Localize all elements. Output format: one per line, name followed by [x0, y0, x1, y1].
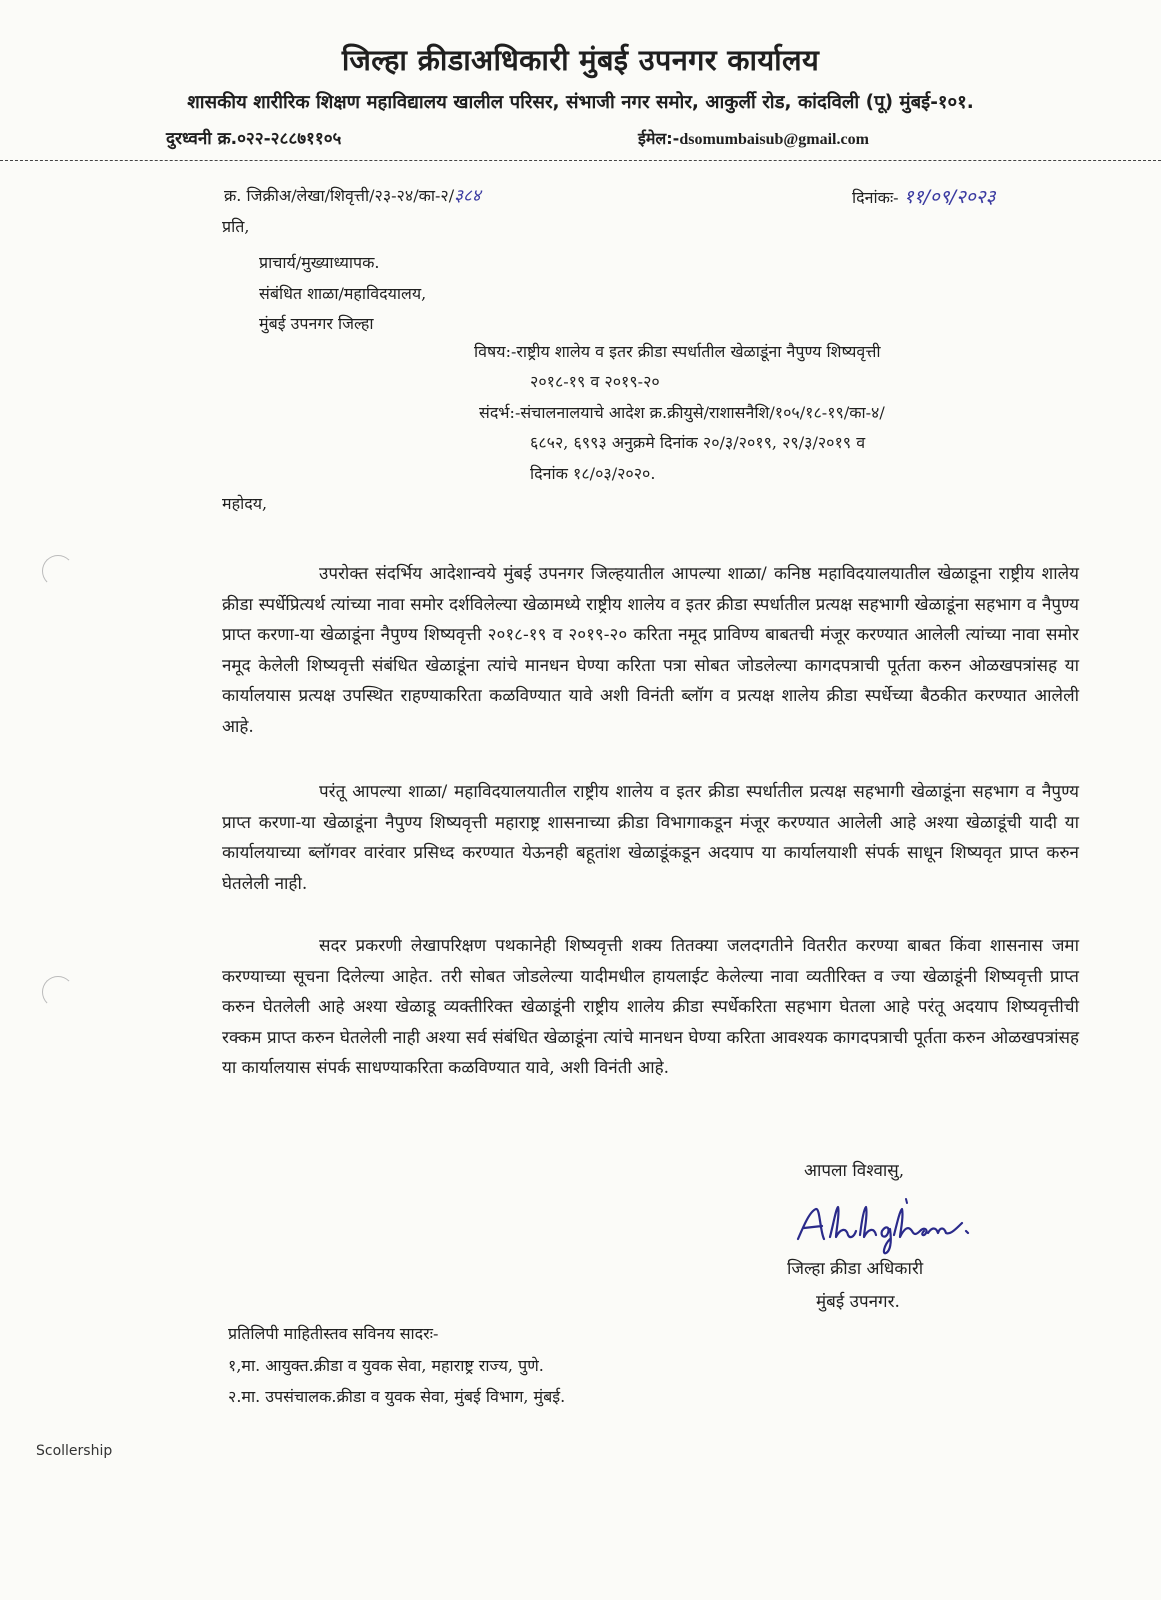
footer-note: Scollership — [36, 1443, 113, 1459]
reference-line-3: दिनांक १८/०३/२०२०. — [530, 464, 656, 483]
email-address: dsomumbaisub@gmail.com — [679, 131, 869, 148]
body-paragraph-3: सदर प्रकरणी लेखापरिक्षण पथकानेही शिष्यवृत्ती शक्य तितक्या जलदगतीने वितरीत करण्या बाबत किंवा शासनास जमा करण्याच्या सूचना दिलेल्या आहेत. तरी सोबत जोडलेल्या यादीमधील हायलाईट केलेल्या नावा व्यतीरिक्त व ज्या खेळाडूंनी शिष्यवृत्ती प्राप्त करुन घेतलेली आहे अश्या खेळाडू व्यक्तीरिक्त खेळाडूंनी राष्ट्रीय शालेय क्रीडा स्पर्धेकरिता सहभाग घेतला आहे परंतू अदयाप शिष्यवृत्तीची रक्कम प्राप्त करुन घेतलेली नाही अश्या सर्व संबंधित खेळाडूंना त्यांचे मानधन घेण्या करिता आवश्यक कागदपत्राची पूर्तता करुन ओळखपत्रांसह या कार्यालयास संपर्क साधण्याकरिता कळविण्यात यावे, अशी विनंती आहे. — [222, 936, 1079, 1078]
reference-number — [224, 183, 481, 206]
reference-line-2: ६८५२, ६९९३ अनुक्रमे दिनांक २०/३/२०१९, २९/३/२०१९ व — [530, 433, 866, 452]
letter-date — [852, 183, 996, 209]
copy-to-item-2: २.मा. उपसंचालक.क्रीडा व युवक सेवा, मुंबई विभाग, मुंबई. — [228, 1387, 566, 1406]
punch-hole-mark — [42, 555, 74, 587]
designation-line-1: जिल्हा क्रीडा अधिकारी — [787, 1259, 924, 1279]
body-paragraph-1: उपरोक्त संदर्भिय आदेशान्वये मुंबई उपनगर जिल्हयातील आपल्या शाळा/ कनिष्ठ महाविदयालयातील खेळाडूना राष्ट्रीय शालेय क्रीडा स्पर्धेप्रित्यर्थ त्यांच्या नावा समोर दर्शविलेल्या खेळामध्ये राष्ट्रीय शालेय व इतर क्रीडा स्पर्धातील प्रत्यक्ष सहभागी खेळाडूंना सहभाग व नैपुण्य प्राप्त करणा-या खेळाडूंना नैपुण्य शिष्यवृत्ती २०१८-१९ व २०१९-२० करिता नमूद प्राविण्य बाबतची मंजूर करण्यात आलेली त्यांच्या नावा समोर नमूद केलेली शिष्यवृत्ती संबंधित खेळाडूंना त्यांचे मानधन घेण्या करिता पत्रा सोबत जोडलेल्या कागदपत्राची पूर्तता करुन ओळखपत्रांसह या कार्यालयास प्रत्यक्ष उपस्थित राहण्याकरिता कळविण्यात यावे अशी विनंती ब्लॉग व प्रत्यक्ष शालेय क्रीडा स्पर्धेच्या बैठकीत करण्यात आलेली आहे. — [222, 564, 1079, 737]
punch-hole-mark — [42, 976, 74, 1008]
office-address: शासकीय शारीरिक शिक्षण महाविद्यालय खालील परिसर, संभाजी नगर समोर, आकुर्ली रोड, कांदविली (पू) मुंबई-१०१. — [187, 92, 974, 113]
body-paragraph-2: परंतू आपल्या शाळा/ महाविदयालयातील राष्ट्रीय शालेय व इतर क्रीडा स्पर्धातील प्रत्यक्ष सहभागी खेळाडूंना सहभाग व नैपुण्य प्राप्त करणा-या खेळाडूंना नैपुण्य शिष्यवृत्ती महाराष्ट्र शासनाच्या क्रीडा विभागाकडून मंजूर करण्यात आलेली आहे अश्या खेळाडूंची यादी या कार्यालयाच्या ब्लॉगवर वारंवार प्रसिध्द करण्यात येऊनही बहूतांश खेळाडूंकडून अदयाप या कार्यालयाशी संपर्क साधून शिष्यवृत प्राप्त करुन घेतलेली नाही. — [222, 782, 1079, 894]
copy-to-item-1: १,मा. आयुक्त.क्रीडा व युवक सेवा, महाराष्ट्र राज्य, पुणे. — [228, 1356, 544, 1375]
copy-to-heading: प्रतिलिपी माहितीस्तव सविनय सादरः- — [228, 1324, 439, 1343]
office-email — [638, 127, 869, 149]
office-title: जिल्हा क्रीडाअधिकारी मुंबई उपनगर कार्यालय — [341, 43, 820, 77]
reference-line-1: संदर्भ:-संचालनालयाचे आदेश क्र.क्रीयुसे/राशासनैशि/१०५/१८-१९/का-४/ — [479, 403, 885, 422]
recipient-line-2: संबंधित शाळा/महाविदयालय, — [259, 284, 427, 303]
designation-line-2: मुंबई उपनगर. — [816, 1292, 900, 1312]
handwritten-signature — [790, 1195, 990, 1259]
date-handwritten: ११/०९/२०२३ — [903, 186, 996, 208]
email-label: ईमेल:- — [638, 129, 680, 148]
reference-number-handwritten: ३८४ — [454, 186, 481, 206]
closing: आपला विश्वासु, — [804, 1161, 905, 1181]
recipient-to: प्रति, — [222, 217, 250, 236]
reference-number-prefix: क्र. जिक्रीअ/लेखा/शिवृत्ती/२३-२४/का-२/ — [224, 186, 455, 205]
recipient-line-1: प्राचार्य/मुख्याध्यापक. — [259, 253, 380, 272]
salutation: महोदय, — [222, 494, 268, 513]
date-label: दिनांकः- — [852, 188, 899, 207]
subject-line-1: विषय:-राष्ट्रीय शालेय व इतर क्रीडा स्पर्धातील खेळाडूंना नैपुण्य शिष्यवृत्ती — [474, 342, 881, 361]
office-phone: दुरध्वनी क्र.०२२-२८८७११०५ — [166, 129, 342, 149]
subject-line-2: २०१८-१९ व २०१९-२० — [530, 372, 660, 391]
recipient-line-3: मुंबई उपनगर जिल्हा — [259, 314, 374, 333]
header-divider — [0, 160, 1161, 161]
signature-image — [790, 1195, 990, 1255]
